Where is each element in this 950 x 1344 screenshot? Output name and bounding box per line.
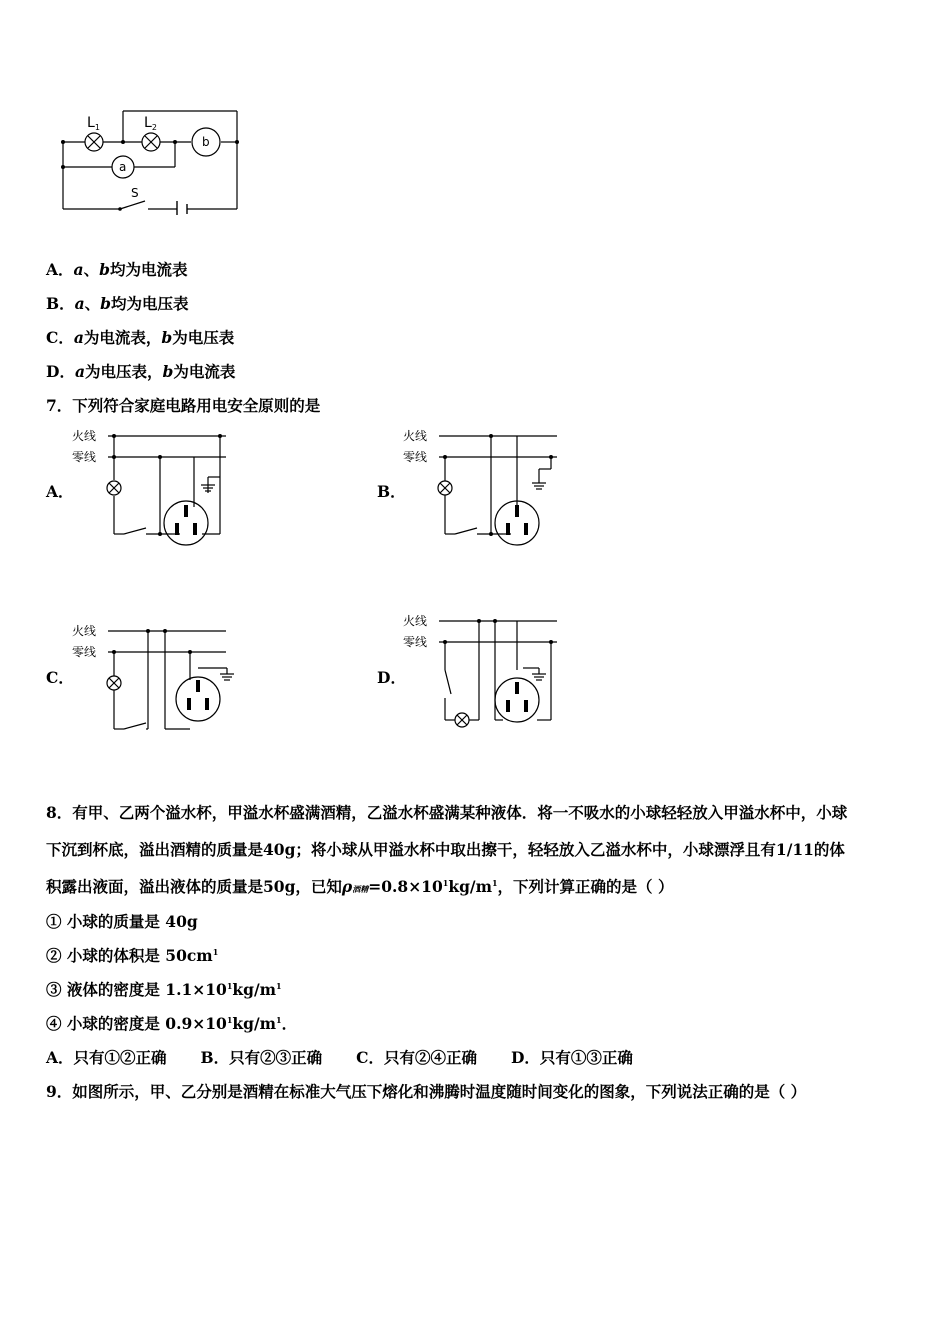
svg-text:零线: 零线 — [72, 645, 97, 659]
svg-text:零线: 零线 — [403, 635, 428, 649]
q8-choice-c: C．只有②④正确 — [356, 1048, 477, 1067]
q9-stem: 9．如图所示，甲、乙分别是酒精在标准大气压下熔化和沸腾时温度随时间变化的图象，下列说法正确的是（ ） — [46, 1082, 807, 1101]
q8-statement-4: ④ 小球的密度是 $0.9\times 10^1kg/m^1$． — [46, 1014, 298, 1033]
lamp2-label: $L_2$ — [144, 115, 157, 132]
q6-option-b: B．a、b均为电压表 — [46, 294, 189, 313]
q7-label-d: D． — [377, 668, 406, 687]
svg-text:火线: 火线 — [72, 624, 97, 638]
q8-statement-2: ② 小球的体积是 $50cm^1$ — [46, 946, 219, 965]
lamp1-label: $L_1$ — [87, 115, 100, 132]
meter-b-label: b — [202, 135, 210, 149]
q8-line3: 积露出液面，溢出液体的质量是50g，已知ρ酒精$=0.8\times 10^1kg/m^1$，下列计算正确的是（ ） — [46, 877, 674, 896]
svg-text:火线: 火线 — [403, 429, 428, 443]
q8-statement-1: ① 小球的质量是 40g — [46, 912, 198, 931]
q7-label-a: A． — [46, 482, 74, 501]
q7-diagram-a — [72, 425, 237, 550]
q8-statement-3: ③ 液体的密度是 $1.1\times 10^1kg/m^1$ — [46, 980, 282, 999]
q7-diagram-c — [72, 620, 237, 740]
q7-stem: 7．下列符合家庭电路用电安全原则的是 — [46, 396, 321, 415]
q8-line2: 下沉到杯底，溢出酒精的质量是40g；将小球从甲溢水杯中取出擦干，轻轻放入乙溢水杯中，小球漂浮且有1/11的体 — [46, 840, 845, 859]
svg-text:零线: 零线 — [403, 450, 428, 464]
q7-label-b: B． — [377, 482, 406, 501]
q7-diagram-d — [403, 610, 568, 735]
q8-choice-d: D．只有①③正确 — [510, 1048, 633, 1067]
q7-label-c: C． — [46, 668, 74, 687]
circuit-diagram — [55, 105, 255, 215]
q8-choice-b: B．只有②③正确 — [200, 1048, 323, 1067]
q8-choice-a: A．只有①②正确 — [46, 1048, 167, 1067]
q6-option-a: A．a、b均为电流表 — [46, 260, 188, 279]
q8-choices — [46, 1047, 667, 1069]
q7-diagram-b — [403, 425, 568, 550]
lamp-l2 — [142, 133, 160, 151]
switch-label: S — [131, 186, 139, 200]
q8-line1: 8．有甲、乙两个溢水杯，甲溢水杯盛满酒精，乙溢水杯盛满某种液体．将一不吸水的小球轻轻放入甲溢水杯中，小球 — [46, 803, 848, 822]
svg-text:火线: 火线 — [72, 429, 97, 443]
q6-option-d: D．a为电压表，b为电流表 — [46, 362, 236, 381]
lamp-l1 — [85, 133, 103, 151]
battery — [177, 201, 187, 215]
svg-text:火线: 火线 — [403, 614, 428, 628]
meter-a-label: a — [119, 160, 127, 174]
svg-text:零线: 零线 — [72, 450, 97, 464]
q6-option-c: C．a为电流表，b为电压表 — [46, 328, 235, 347]
